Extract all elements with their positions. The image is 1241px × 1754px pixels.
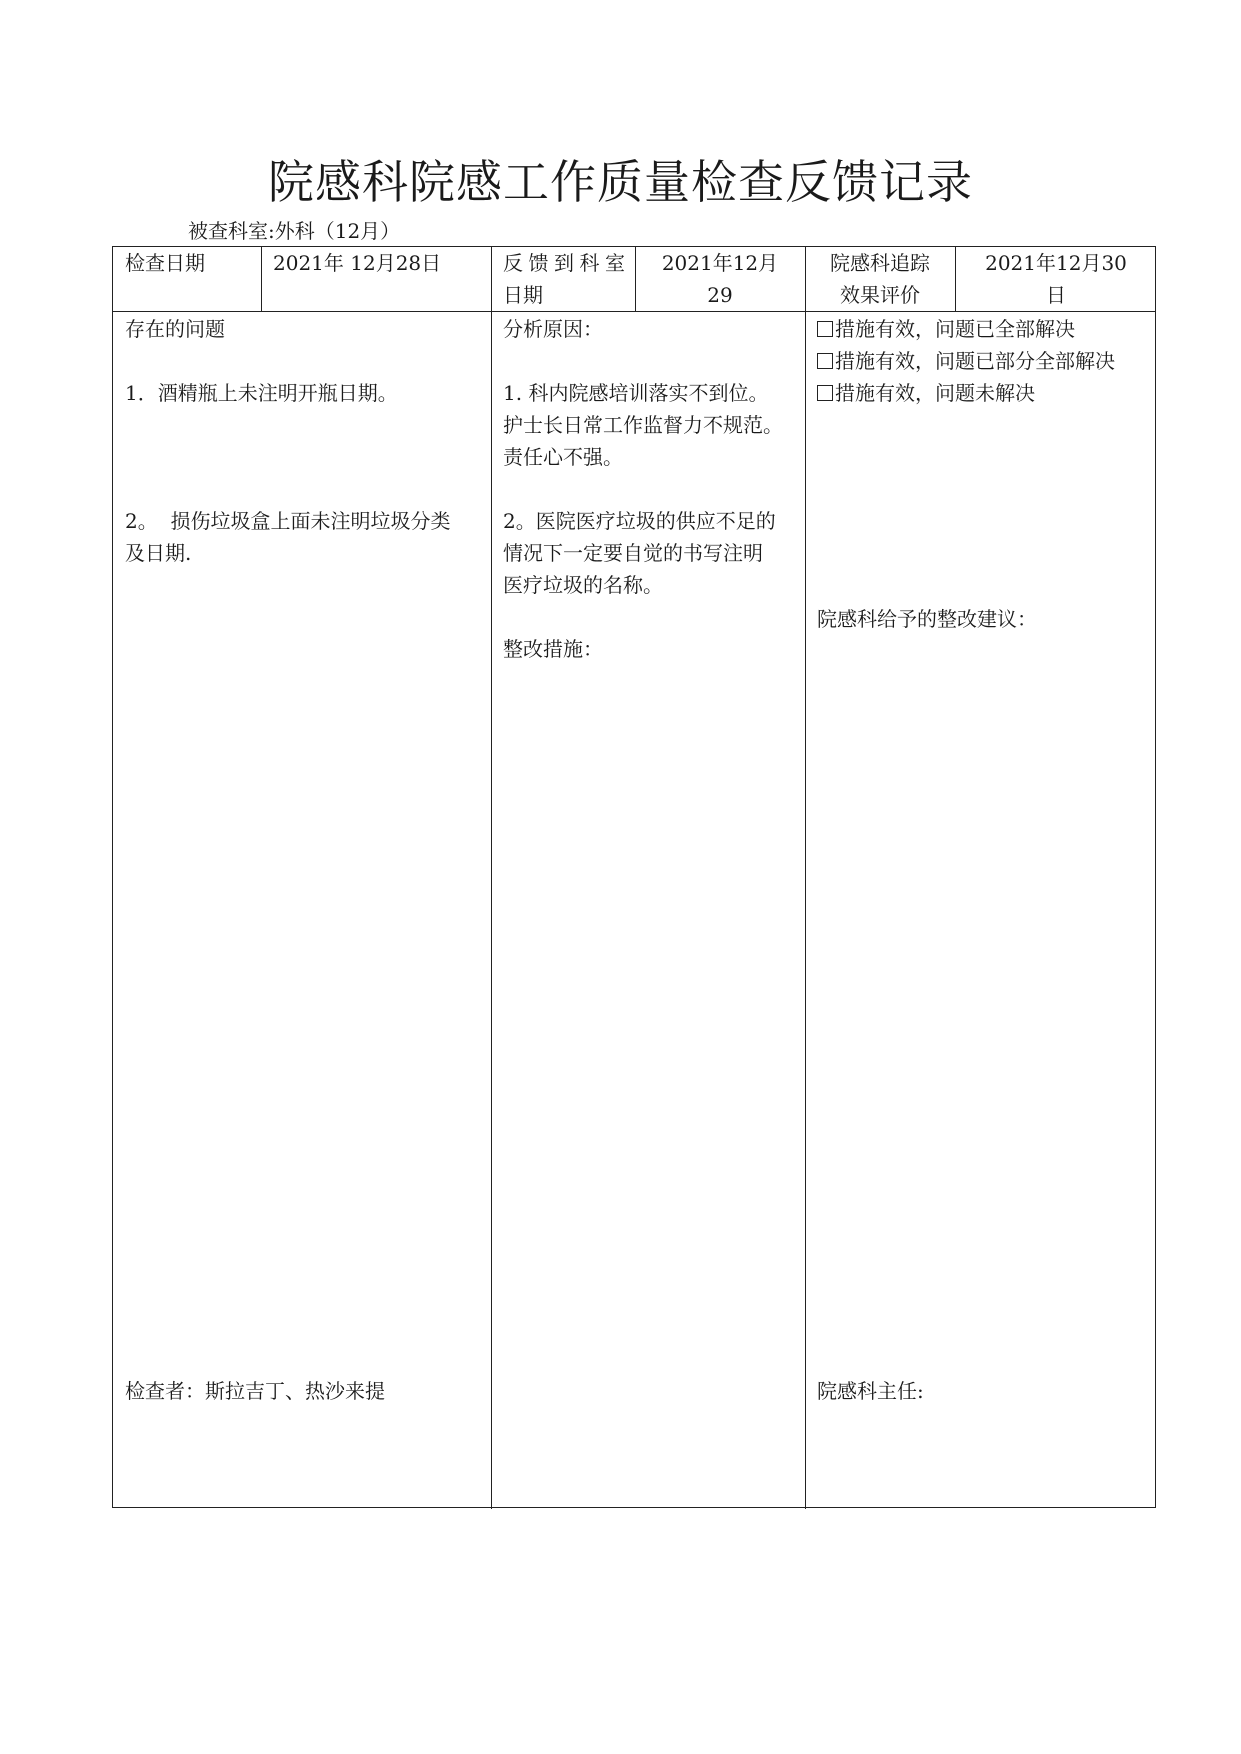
reason-2-line3: 医疗垃圾的名称。	[503, 573, 663, 597]
problem-item-2-line2: 及日期.	[125, 541, 192, 565]
analysis-heading: 分析原因：	[503, 317, 603, 341]
page-title: 院感科院感工作质量检查反馈记录	[268, 155, 973, 209]
evaluation-option-2-label: 措施有效，问题已部分全部解决	[835, 349, 1115, 373]
reason-1-line2: 护士长日常工作监督力不规范。	[503, 413, 783, 437]
evaluation-option-1[interactable]	[817, 313, 1153, 345]
analysis-section	[503, 313, 803, 665]
problems-heading: 存在的问题	[125, 317, 225, 341]
tracking-evaluation-label-line1: 院感科追踪	[830, 251, 930, 275]
header-col-divider-1	[261, 247, 262, 311]
feedback-date-value-line1: 2021年12月	[661, 251, 779, 275]
inspector-names: 检查者：斯拉吉丁、热沙来提	[125, 1379, 385, 1403]
evaluation-option-2[interactable]	[817, 345, 1153, 377]
checkbox-icon[interactable]	[817, 385, 833, 401]
reason-1-line1: 1. 科内院感培训落实不到位。	[503, 381, 769, 405]
problems-section	[125, 313, 485, 569]
problem-item-1: 1．酒精瓶上未注明开瓶日期。	[125, 381, 398, 405]
reason-2-line1: 2。医院医疗垃圾的供应不足的	[503, 509, 776, 533]
suggestion-heading: 院感科给予的整改建议：	[817, 607, 1037, 631]
evaluation-option-3[interactable]	[817, 377, 1153, 409]
checkbox-icon[interactable]	[817, 321, 833, 337]
tracking-evaluation-label-line2: 效果评价	[840, 283, 920, 307]
feedback-table	[112, 246, 1156, 1508]
evaluation-option-1-label: 措施有效，问题已全部解决	[835, 317, 1075, 341]
main-col-divider-2	[805, 247, 806, 1509]
evaluation-options	[817, 313, 1153, 409]
main-col-divider-1	[491, 247, 492, 1509]
reason-2-line2: 情况下一定要自觉的书写注明	[503, 541, 763, 565]
feedback-date-label-line1: 反馈到科室	[503, 251, 625, 275]
tracking-date-value-line1: 2021年12月30	[985, 251, 1127, 275]
director-signature-label: 院感科主任:	[817, 1379, 924, 1403]
check-date-value: 2021年 12月28日	[273, 251, 442, 275]
problem-item-2-line1: 2。 损伤垃圾盒上面未注明垃圾分类	[125, 509, 451, 533]
feedback-date-label-line2: 日期	[503, 283, 543, 307]
evaluation-option-3-label: 措施有效，问题未解决	[835, 381, 1035, 405]
feedback-date-value-line2: 29	[707, 283, 733, 307]
checkbox-icon[interactable]	[817, 353, 833, 369]
inspected-department: 被查科室:外科（12月）	[188, 219, 401, 243]
header-row-divider	[113, 311, 1155, 312]
tracking-date-value-line2: 日	[1046, 283, 1066, 307]
reason-1-line3: 责任心不强。	[503, 445, 623, 469]
check-date-label: 检查日期	[125, 251, 205, 275]
measures-heading: 整改措施：	[503, 637, 603, 661]
